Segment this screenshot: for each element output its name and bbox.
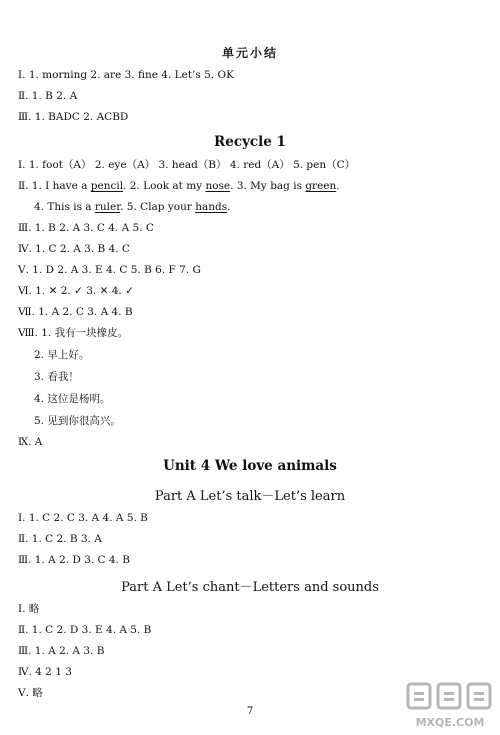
watermark-text: MXQE.COM [415,716,485,729]
underlined-word: green [305,180,337,192]
answer-line: Ⅲ. 1. BADC 2. ACBD [18,111,129,123]
part-a2-title: Part A Let’s chant－Letters and sounds [121,580,379,595]
underlined-word: hands [195,201,228,213]
text-segment: . [227,201,231,213]
text-segment: Ⅱ. 1. I have a [18,180,91,192]
text-segment: . 3. My bag is [230,180,306,192]
answer-line: Ⅳ. 4 2 1 3 [18,666,72,678]
answer-line: 5. 见到你很高兴。 [34,415,121,427]
answer-line [18,179,482,193]
answer-line: Ⅰ. 1. morning 2. are 3. fine 4. Let’s 5. OK [18,69,234,81]
answer-line: Ⅲ. 1. B 2. A 3. C 4. A 5. C [18,222,154,234]
answer-line: 2. 早上好。 [34,349,90,361]
underlined-word: pencil [90,180,124,192]
answer-line: Ⅷ. 1. 我有一块橡皮。 [18,327,129,339]
unit4-title: Unit 4 We love animals [163,458,337,474]
answer-line: Ⅱ. 1. B 2. A [18,90,78,102]
recycle-title: Recycle 1 [214,134,286,150]
answer-line: Ⅰ. 1. C 2. C 3. A 4. A 5. B [18,512,148,524]
underlined-word: ruler [94,201,121,213]
page-number: 7 [246,706,254,717]
answer-line: Ⅸ. A [18,436,43,448]
text-segment: . 2. Look at my [123,180,206,192]
part-a1-title: Part A Let’s talk－Let’s learn [154,489,346,504]
answer-line [34,200,482,214]
answer-line: 3. 看我！ [34,371,79,383]
unit-summary-title: 单元小结 [221,46,278,60]
answer-line: Ⅴ. 1. D 2. A 3. E 4. C 5. B 6. F 7. G [18,264,201,276]
answer-line: Ⅱ. 1. C 2. B 3. A [18,533,102,545]
answer-line: Ⅳ. 1. C 2. A 3. B 4. C [18,243,130,255]
answer-line: Ⅶ. 1. A 2. C 3. A 4. B [18,306,133,318]
text-segment: 4. This is a [34,201,95,213]
answer-line: Ⅲ. 1. A 2. D 3. C 4. B [18,554,130,566]
answer-line: 4. 这位是杨明。 [34,393,111,405]
watermark-logo [404,680,496,734]
answer-line: Ⅲ. 1. A 2. A 3. B [18,645,105,657]
text-segment: . 5. Clap your [120,201,196,213]
text-segment: . [336,180,340,192]
answer-line: Ⅰ. 1. foot（A） 2. eye（A） 3. head（B） 4. red（A） 5. pen（C） [18,159,356,171]
answer-line: Ⅵ. 1. ✕ 2. ✓ 3. ✕ 4. ✓ [18,285,134,297]
answer-line: Ⅰ. 略 [18,603,40,615]
underlined-word: nose [205,180,231,192]
answer-line: Ⅱ. 1. C 2. D 3. E 4. A 5. B [18,624,152,636]
answer-line: Ⅴ. 略 [18,687,43,699]
